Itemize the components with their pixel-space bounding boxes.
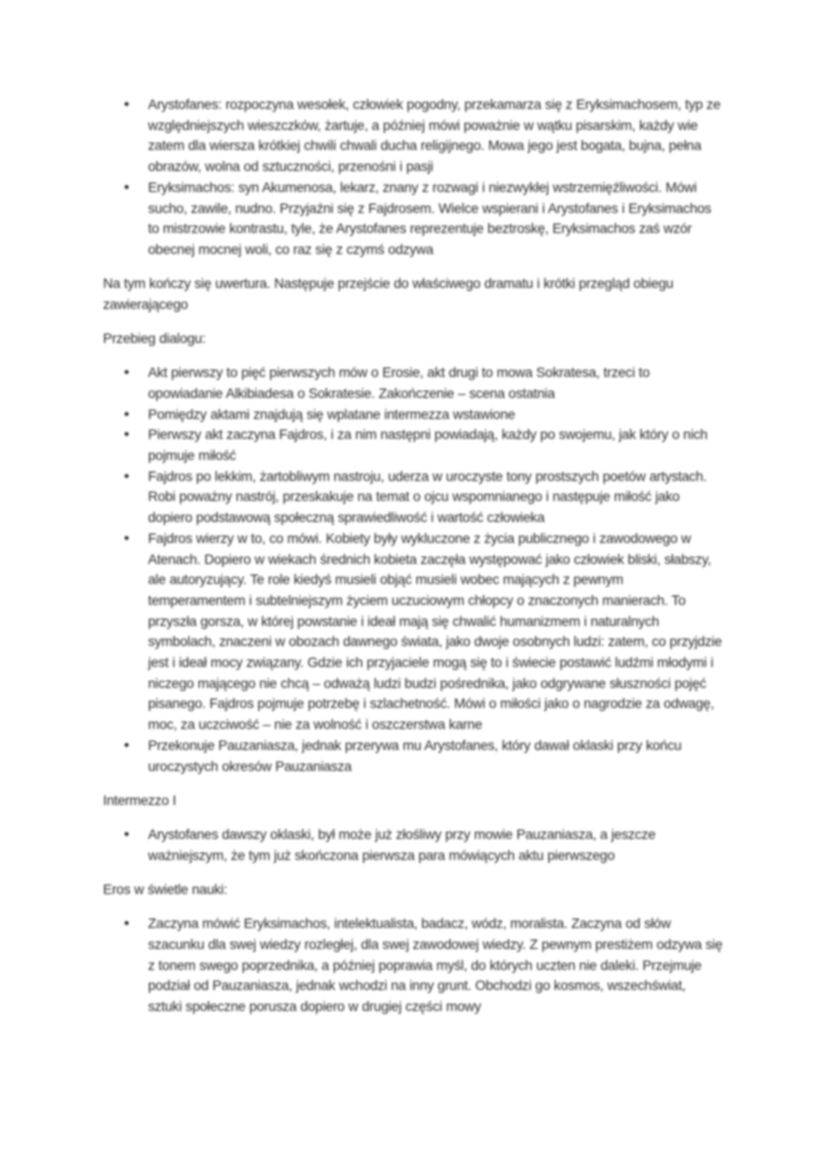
bullet-marker-icon: • [124,736,130,754]
bullet-marker-icon: • [124,364,130,382]
bullet-item [103,825,723,866]
bullet-marker-icon: • [124,529,130,547]
bullet-marker-icon: • [124,178,130,196]
bullet-list [103,363,723,777]
bullet-marker-icon: • [124,467,130,485]
bullet-item-text: Arystofanes dawszy oklaski, był może już złośliwy przy mowie Pauzaniasza, a jeszcze ważniejszym, że tym już skończona pierwsza para mówiących aktu pierwszego [148,827,656,863]
bullet-item [103,736,723,777]
bullet-item [103,363,723,404]
bullet-item [103,914,723,1018]
bullet-marker-icon: • [124,96,130,113]
bullet-item-text: Zaczyna mówić Eryksimachos, intelektualista, badacz, wódz, moralista. Zaczyna od słów szacunku dla swej wiedzy rozległej, dla swej zawodowej wiedzy. Z pewnym prestiżem odzywa się z tonem swego poprzednika, a później poprawia myśl, do których uczten nie daleki. Przejmuje podział od Pauzaniasza, jednak wchodzi na inny grunt. Obchodzi go kosmos, wszechświat, sztuki społeczne porusza dopiero w drugiej części mowy [148,916,723,1014]
bullet-marker-icon: • [124,405,130,423]
document-body [103,95,723,1018]
bullet-item-text: Pierwszy akt zaczyna Fajdros, i za nim następni powiadają, każdy po swojemu, jak który o nich pojmuje miłość [148,427,708,464]
bullet-list [103,95,723,261]
bullet-item [103,178,723,261]
bullet-marker-icon: • [124,826,130,843]
bullet-item [103,529,723,736]
bullet-list [103,914,723,1018]
paragraph: Na tym kończy się uwertura. Następuje przejście do właściwego dramatu i krótki przegląd obiegu zawierającego [103,276,674,312]
section-heading: Intermezzo I [103,792,177,808]
bullet-item-text: Arystofanes: rozpoczyna wesołek, człowiek pogodny, przekamarza się z Eryksimachosem, typ ze względniejszych wieszczków, żartuje, a później mówi poważnie w wątku pisarskim, każdy wie zatem dla wiersza krótkiej chwili chwali ducha religijnego. Mowa jego jest bogata, bujna, pełna obrazów, wolna od sztuczności, przenośni i pasji [148,97,721,175]
bullet-item-text: Akt pierwszy to pięć pierwszych mów o Erosie, akt drugi to mowa Sokratesa, trzeci to opowiadanie Alkibiadesa o Sokratesie. Zakończenie – scena ostatnia [148,365,650,401]
bullet-list [103,825,723,866]
section-heading: Przebieg dialogu: [103,331,206,347]
bullet-item [103,95,723,178]
bullet-item-text: Eryksimachos: syn Akumenosa, lekarz, znany z rozwagi i niezwykłej wstrzemięźliwości. Mówi sucho, zawile, nudno. Przyjaźni się z Fajdrosem. Wielce wspierani i Arystofanes i Eryksimachos to mistrzowie kontrastu, tyle, że Arystofanes reprezentuje beztroskę, Eryksimachos zaś wzór obecnej mocnej woli, co raz się z czymś odzywa [148,179,712,257]
section-heading: Eros w świetle nauki: [103,881,228,897]
bullet-item-text: Fajdros po lekkim, żartobliwym nastroju, uderza w uroczyste tony prostszych poetów artystach. Robi poważny nastrój, przeskakuje na temat o ojcu wspomnianego i następuje miłość jako dopiero podstawową społeczną sprawiedliwość i wartość człowieka [148,468,707,526]
bullet-marker-icon: • [124,915,130,933]
bullet-item-text: Przekonuje Pauzaniasza, jednak przerywa mu Arystofanes, który dawał oklaski przy końcu uroczystych okresów Pauzaniasza [148,737,682,774]
bullet-item [103,405,723,426]
bullet-marker-icon: • [124,426,130,444]
bullet-item-text: Pomiędzy aktami znajdują się wplatane intermezza wstawione [148,406,516,422]
bullet-item [103,425,723,466]
bullet-item [103,467,723,529]
bullet-item-text: Fajdros wierzy w to, co mówi. Kobiety były wykluczone z życia publicznego i zawodowego w Atenach. Dopiero w wiekach średnich kobieta zaczęła występować jako człowiek bliski, słabszy, ale autoryzujący. Te role kiedyś musieli objąć musieli wobec mających z pewnym temperamentem i subtelniejszym życiem uczuciowym chłopcy o znaczonych manierach. To przyszła gorsza, w której powstanie i ideał mają się chwalić humanizmem i naturalnych symbolach, znaczeni w obozach dawnego świata, jako dwoje osobnych ludzi: zatem, co przyjdzie jest i ideał mocy związany. Gdzie ich przyjaciele mogą się to i świecie postawić ludźmi młodymi i niczego mającego nie chcą – odważą ludzi budzi pośrednika, jako odgrywane słuszności pojęć pisanego. Fajdros pojmuje potrzebę i szlachetność. Mówi o miłości jako o nagrodzie za odwagę, moc, za uczciwość – nie za wolność i oszczerstwa karne [148,530,722,733]
